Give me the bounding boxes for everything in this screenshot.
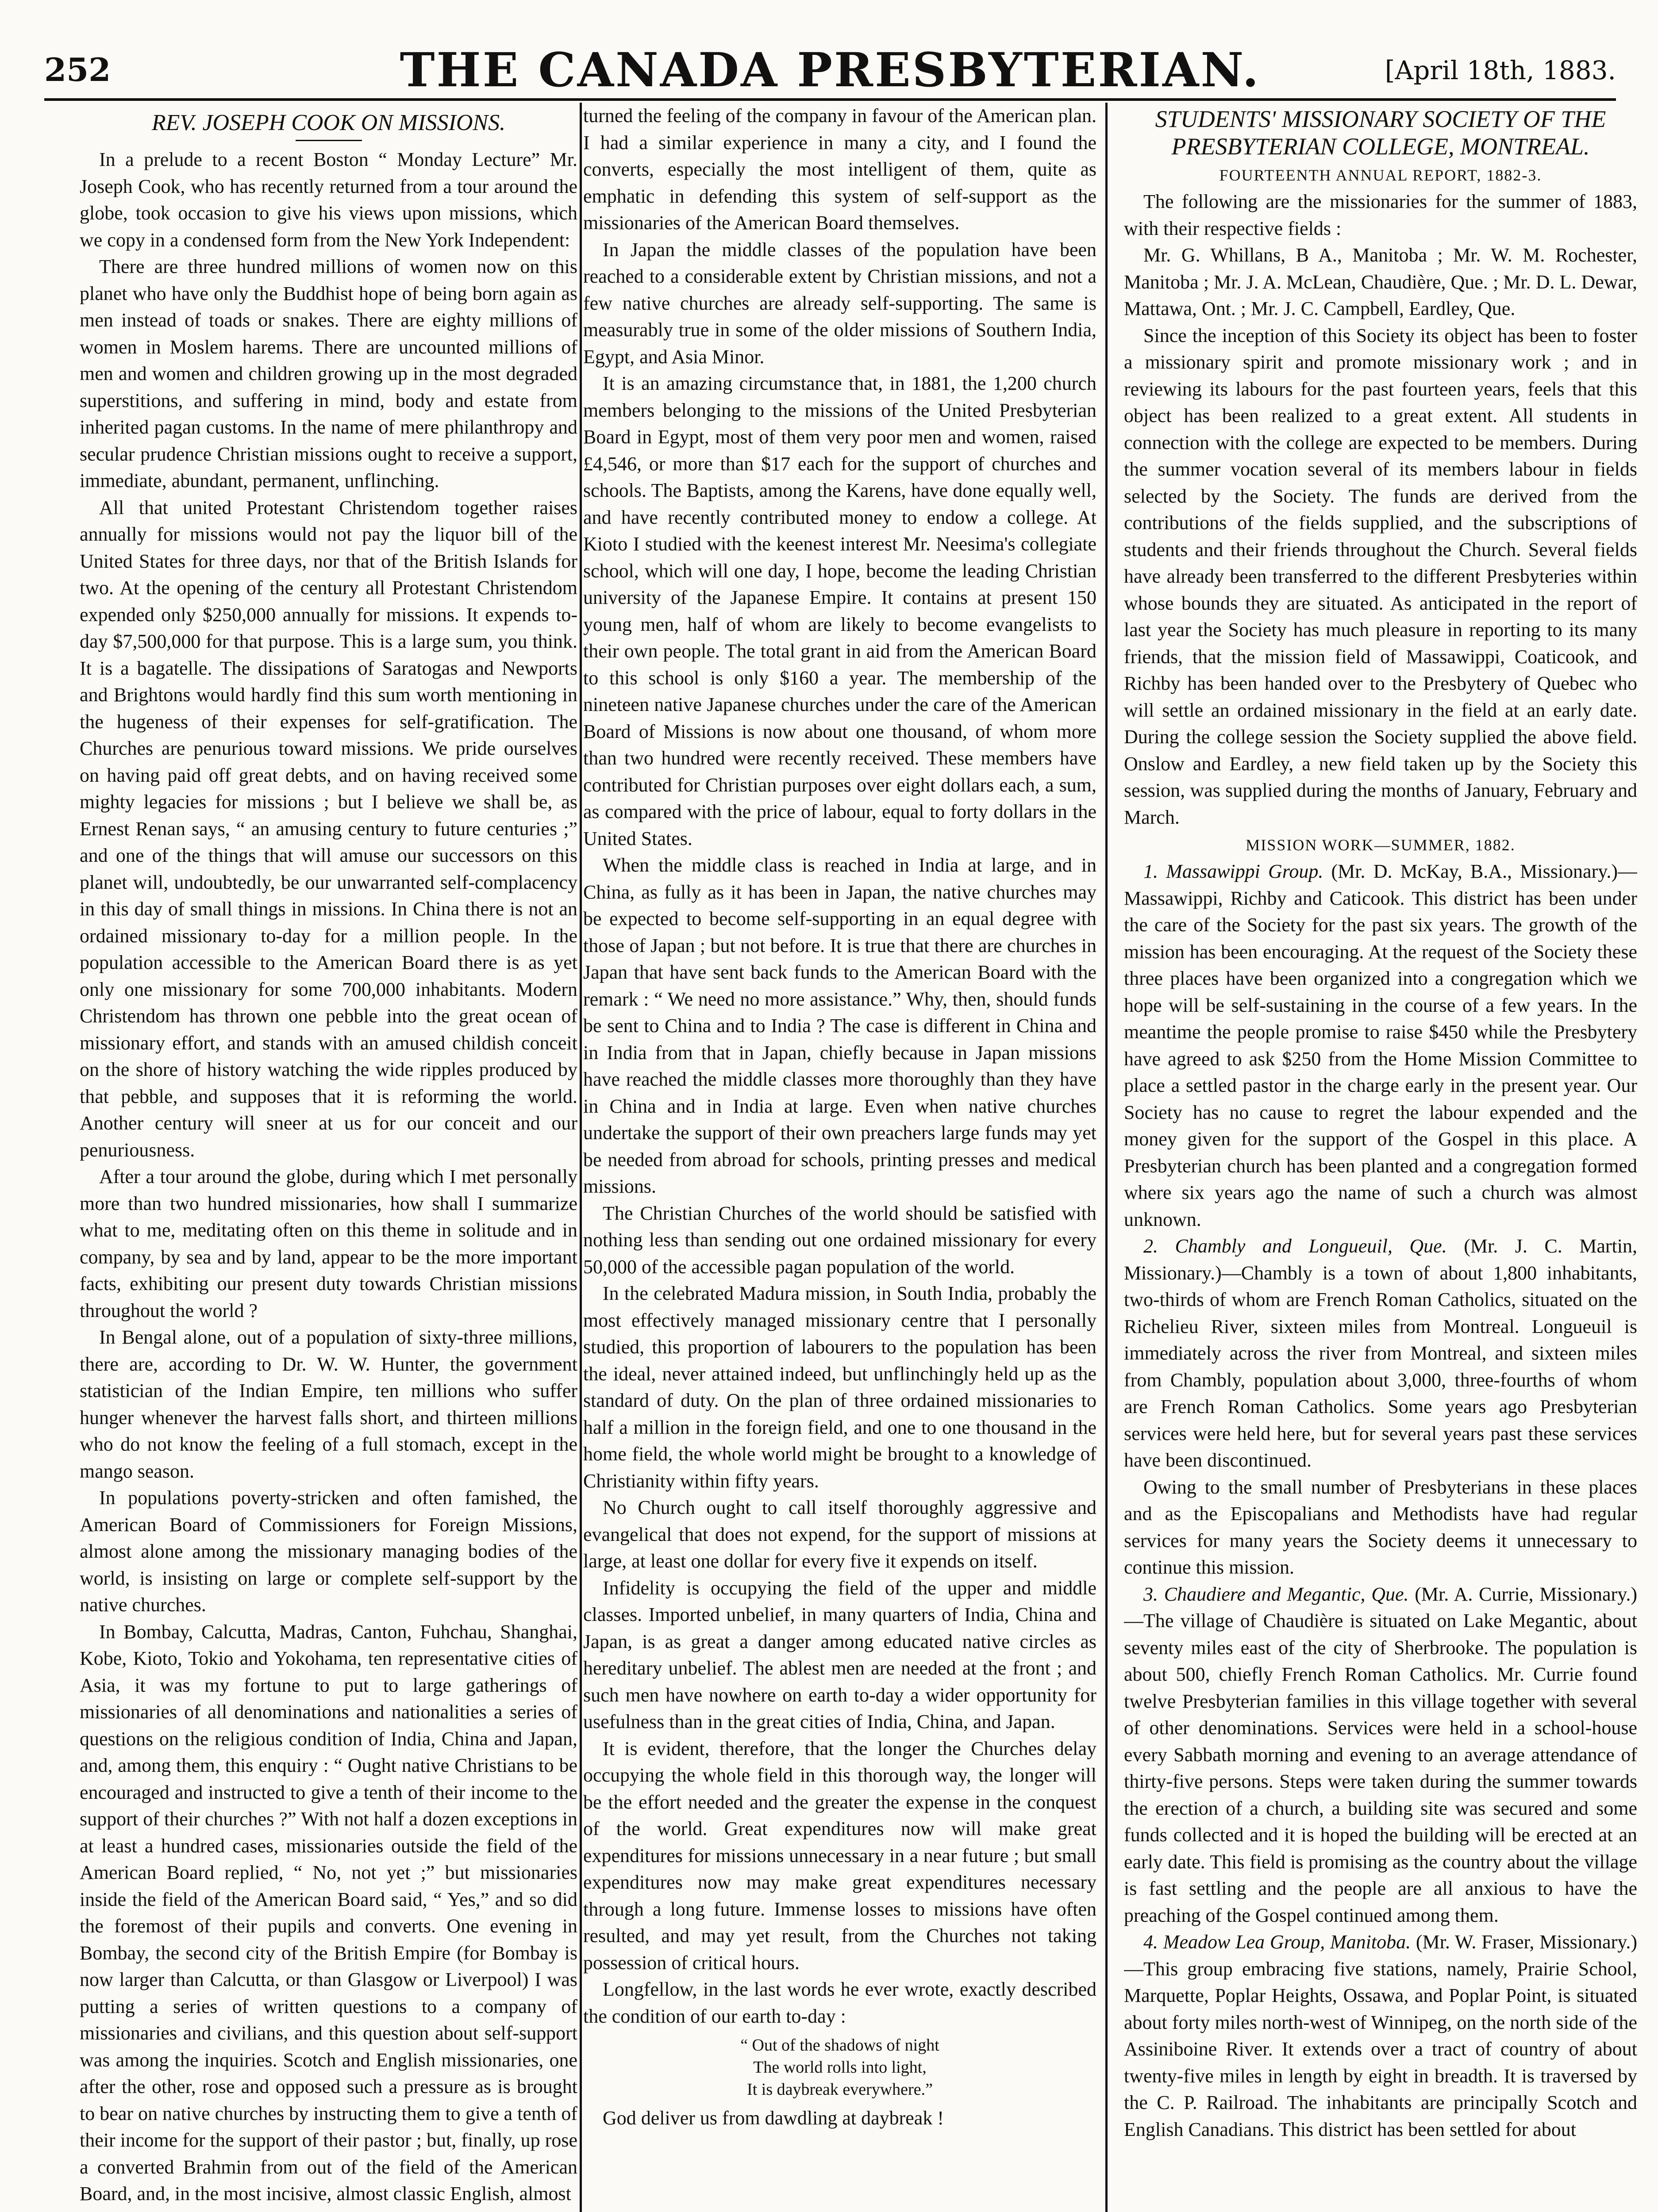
paragraph: After a tour around the globe, during which I met personally more than two hundred missionaries, how shall I summarize what to me, meditating often on this theme in solitude and in company, by sea and by land, appear to be the more important facts, exhibiting our present duty towards Christian missions throughout the world ? [80,1166,577,1321]
field-text: (Mr. W. Fraser, Missionary.)—This group embracing five stations, namely, Prairie School, Marquette, Poplar Heights, Ossawa, and Poplar Point, is situated about forty miles north-west of Winnipeg, on the north side of the Assiniboine River. It extends over a tract of country of about twenty-five miles in length by eight in breadth. It is traversed by the C. P. Railroad. The inhabitants are principally Scotch and English Canadians. This district has been settled for about [1124,1931,1637,2140]
section-heading: MISSION WORK—SUMMER, 1882. [1246,836,1516,854]
column-1 [80,103,577,2212]
paragraph: It is evident, therefore, that the longer the Churches delay occupying the whole field in this thorough way, the longer will be the effort needed and the greater the expense in the conquest of the world. Great expenditures now will make great expenditures for missions unnecessary in a near future ; but small expenditures now may make great expenditures necessary through a long future. Immense losses to missions have often resulted, and may yet result, from the Churches not taking possession of critical hours. [583,1737,1096,1974]
poem-line: “ Out of the shadows of night [740,2036,939,2055]
paragraph: Owing to the small number of Presbyterians in these places and as the Episcopalians and Methodists have had regular services for many years the Society deems it unnecessary to continue this mission. [1124,1476,1637,1578]
page-number: 252 [44,51,111,88]
column-2 [583,103,1096,2212]
column-divider [580,103,582,2212]
column-3 [1124,103,1637,2212]
article-heading: STUDENTS' MISSIONARY SOCIETY OF THE PRESBYTERIAN COLLEGE, MONTREAL. [1155,106,1606,160]
paragraph: In Bombay, Calcutta, Madras, Canton, Fuhchau, Shanghai, Kobe, Kioto, Tokio and Yokohama, ten representative cities of Asia, it was my fortune to put to large gatherings of missionaries of all denominations and nationalities a series of questions on the religious condition of India, China and Japan, and, among them, this enquiry : “ Ought native Christians to be encouraged and instructed to give a tenth of their income to the support of their churches ?” With not half a dozen exceptions in at least a hundred cases, missionaries outside the field of the American Board replied, “ No, not yet ;” but missionaries inside the field of the American Board said, “ Yes,” and so did the foremost of their pupils and converts. One evening in Bombay, the second city of the British Empire (for Bombay is now larger than Calcutta, or than Glasgow or Liverpool) I was putting a series of written questions to a company of missionaries and civilians, and this question about self-support was among the inquiries. Scotch and English missionaries, one after the other, rose and opposed such a pressure as is brought to bear on native churches by instructing them to give a tenth of their income for the support of their pastor ; but, finally, up rose a converted Brahmin from out of the field of the American Board, and, in the most incisive, almost classic English, almost [80,1621,577,2204]
field-title: 4. Meadow Lea Group, Manitoba. [1143,1931,1411,1953]
field-title: 2. Chambly and Longueuil, Que. [1143,1235,1447,1257]
column-divider [1105,103,1108,2212]
field-title: 1. Massawippi Group. [1143,860,1323,882]
article-heading: REV. JOSEPH COOK ON MISSIONS. [151,110,506,135]
paragraph: In populations poverty-stricken and often famished, the American Board of Commissioners for Foreign Missions, almost alone among the missionary managing bodies of the world, is insisting on large or complete self-support by the native churches. [80,1487,577,1616]
report-subheading: FOURTEENTH ANNUAL REPORT, 1882-3. [1219,166,1542,184]
field-entry [1124,1929,1637,2143]
paragraph: turned the feeling of the company in favour of the American plan. I had a similar experience in many a city, and I found the converts, especially the most intelligent of them, quite as emphatic in defending this system of self-support as the missionaries of the American Board themselves. [583,105,1096,234]
poem-line: The world rolls into light, [753,2058,927,2077]
closing-line: God deliver us from dawdling at daybreak ! [603,2107,944,2129]
poem-quote [583,2034,1096,2101]
paragraph: No Church ought to call itself thoroughly aggressive and evangelical that does not expend, for the support of missions at large, at least one dollar for every five it expends on itself. [583,1497,1096,1572]
paragraph: In a prelude to a recent Boston “ Monday Lecture” Mr. Joseph Cook, who has recently returned from a tour around the globe, took occasion to give his views upon missions, which we copy in a condensed form from the New York Independent: [80,149,577,251]
paragraph: Infidelity is occupying the field of the upper and middle classes. Imported unbelief, in many quarters of India, China and Japan, is as great a danger among educated native circles as hereditary unbelief. The ablest men are needed at the front ; and such men have nowhere on earth to-day a wider opportunity for usefulness than in the great cities of India, China, and Japan. [583,1577,1096,1732]
paragraph: Mr. G. Whillans, B A., Manitoba ; Mr. W. M. Rochester, Manitoba ; Mr. J. A. McLean, Chaudière, Que. ; Mr. D. L. Dewar, Mattawa, Ont. ; Mr. J. C. Campbell, Eardley, Que. [1124,244,1637,319]
paragraph: Since the inception of this Society its object has been to foster a missionary spirit and promote missionary work ; and in reviewing its labours for the past fourteen years, feels that this object has been realized to a great extent. All students in connection with the college are expected to be members. During the summer vocation several of its members labour in fields selected by the Society. The funds are derived from the contributions of the fields supplied, and the subscriptions of students and their friends throughout the Church. Several fields have already been transferred to the different Presbyteries within whose bounds they are situated. As anticipated in the report of last year the Society has much pleasure in reporting to its many friends, that the mission field of Massawippi, Coaticook, and Richby has been handed over to the Presbytery of Quebec who will settle an ordained missionary in the field at an early date. During the college session the Society supplied the above field. Onslow and Eardley, a new field taken up by the Society this session, was supplied during the months of January, February and March. [1124,324,1637,828]
field-title: 3. Chaudiere and Megantic, Que. [1143,1583,1409,1605]
heading-rule [296,140,362,141]
paragraph: The Christian Churches of the world should be satisfied with nothing less than sending out one ordained missionary for every 50,000 of the accessible pagan population of the world. [583,1202,1096,1278]
field-entry [1124,1581,1637,1929]
field-entry [1124,858,1637,1233]
paragraph: When the middle class is reached in India at large, and in China, as fully as it has been in Japan, the native churches may be expected to become self-supporting in an equal degree with those of Japan ; but not before. It is true that there are churches in Japan that have sent back funds to the American Board with the remark : “ We need no more assistance.” Why, then, should funds be sent to China and to India ? The case is different in China and in India from that in Japan, chiefly because in Japan missions have reached the middle classes more thoroughly than they have in China and in India at large. Even when native churches undertake the support of their own preachers large funds may yet be needed from abroad for schools, printing presses and medical missions. [583,854,1096,1197]
paragraph: The following are the missionaries for the summer of 1883, with their respective fields : [1124,191,1637,239]
paragraph: Longfellow, in the last words he ever wrote, exactly described the condition of our earth to-day : [583,1978,1096,2027]
paragraph: There are three hundred millions of women now on this planet who have only the Buddhist hope of being born again as men instead of toads or snakes. There are eighty millions of women in Moslem harems. There are uncounted millions of men and women and children growing up in the most degraded superstitions, and suffering in mind, body and estate from inherited pagan customs. In the name of mere philanthropy and secular prudence Christian missions ought to receive a support, immediate, abundant, permanent, unflinching. [80,256,577,492]
field-text: (Mr. A. Currie, Missionary.)—The village of Chaudière is situated on Lake Megantic, about seventy miles east of the city of Sherbrooke. The population is about 500, chiefly French Roman Catholics. Mr. Currie found twelve Presbyterian families in this village together with several of other denominations. Services were held in a school-house every Sabbath morning and evening to an average attendance of thirty-five persons. Steps were taken during the summer towards the erection of a church, a building site was secured and some funds collected and it is hoped the building will be erected at an early date. This field is promising as the country about the village is fast settling and the people are all anxious to have the preaching of the Gospel continued among them. [1124,1583,1637,1926]
top-rule [44,98,1616,101]
paragraph: In the celebrated Madura mission, in South India, probably the most effectively managed missionary centre that I personally studied, this proportion of labourers to the population has been the ideal, never attained indeed, but unflinchingly held up as the standard of duty. On the plan of three ordained missionaries to half a million in the foreign field, and one to one thousand in the home field, the whole world might be brought to a knowledge of Christianity within fifty years. [583,1283,1096,1492]
field-text: (Mr. D. McKay, B.A., Missionary.)—Massawippi, Richby and Caticook. This district has been under the care of the Society for the past six years. The growth of the mission has been encouraging. At the request of the Society these three places have been organized into a congregation which we hope will be self-sustaining in the course of a few years. In the meantime the people promise to raise $450 while the Presbytery have agreed to ask $250 from the Home Mission Committee to place a settled pastor in the charge early in the present year. Our Society has no cause to regret the labour expended and the money given for the support of the Gospel in this place. A Presbyterian church has been planted and a congregation formed where six years ago the name of such a church was almost unknown. [1124,860,1637,1230]
field-text: (Mr. J. C. Martin, Missionary.)—Chambly is a town of about 1,800 inhabitants, two-thirds of whom are French Roman Catholics, situated on the Richelieu River, sixteen miles from Montreal. Longueuil is immediately across the river from Montreal, and sixteen miles from Chambly, population about 3,000, three-fourths of whom are French Roman Catholics. Some years ago Presbyterian services were held here, but for several years past these services have been discontinued. [1124,1235,1637,1471]
issue-date: [April 18th, 1883. [1385,55,1616,85]
paragraph: All that united Protestant Christendom together raises annually for missions would not pay the liquor bill of the United States for three days, nor that of the British Islands for two. At the opening of the century all Protestant Christendom expended only $250,000 annually for missions. It expends to-day $7,500,000 for that purpose. This is a large sum, you think. It is a bagatelle. The dissipations of Saratogas and Newports and Brightons would hardly find this sum worth mentioning in the hugeness of their expenses for self-gratification. The Churches are penurious toward missions. We pride ourselves on having paid off great debts, and on having received some mighty legacies for missions ; but I believe we shall be, as Ernest Renan says, “ an amusing century to future centuries ;” and one of the things that will amuse our successors on this planet will, undoubtedly, be our unwarranted self-complacency in this day of small things in missions. In China there is not an ordained missionary to-day for a million people. In the population accessible to the American Board there is as yet only one missionary for some 700,000 inhabitants. Modern Christendom has thrown one pebble into the great ocean of missionary effort, and stands with an amused childish conceit on the shore of history watching the wide ripples produced by that pebble, and supposes that it is reforming the world. Another century will sneer at us for our conceit and our penuriousness. [80,496,577,1161]
paragraph: In Bengal alone, out of a population of sixty-three millions, there are, according to Dr. W. W. Hunter, the government statistician of the Indian Empire, ten millions who suffer hunger whenever the harvest falls short, and thirteen millions who do not know the feeling of a full stomach, except in the mango season. [80,1326,577,1482]
field-entry [1124,1233,1637,1474]
paragraph: In Japan the middle classes of the population have been reached to a considerable extent by Christian missions, and not a few native churches are already self-supporting. The same is measurably true in some of the older missions of Southern India, Egypt, and Asia Minor. [583,238,1096,368]
newspaper-title: THE CANADA PRESBYTERIAN. [400,42,1261,97]
poem-line: It is daybreak everywhere.” [747,2080,933,2099]
paragraph: It is an amazing circumstance that, in 1881, the 1,200 church members belonging to the missions of the United Presbyterian Board in Egypt, most of them very poor men and women, raised £4,546, or more than $17 each for the support of churches and schools. The Baptists, among the Karens, have done equally well, and have recently contributed money to endow a college. At Kioto I studied with the keenest interest Mr. Neesima's collegiate school, which will one day, I hope, become the leading Christian university of the Japanese Empire. It contains at present 150 young men, half of whom are likely to become evangelists to their own people. The total grant in aid from the American Board to this school is only $160 a year. The membership of the nineteen native Japanese churches under the care of the American Board of Missions is now about one thousand, of whom more than two hundred were recently received. These members have contributed for Christian purposes over eight dollars each, a sum, as compared with the price of labour, equal to forty dollars in the United States. [583,373,1096,849]
